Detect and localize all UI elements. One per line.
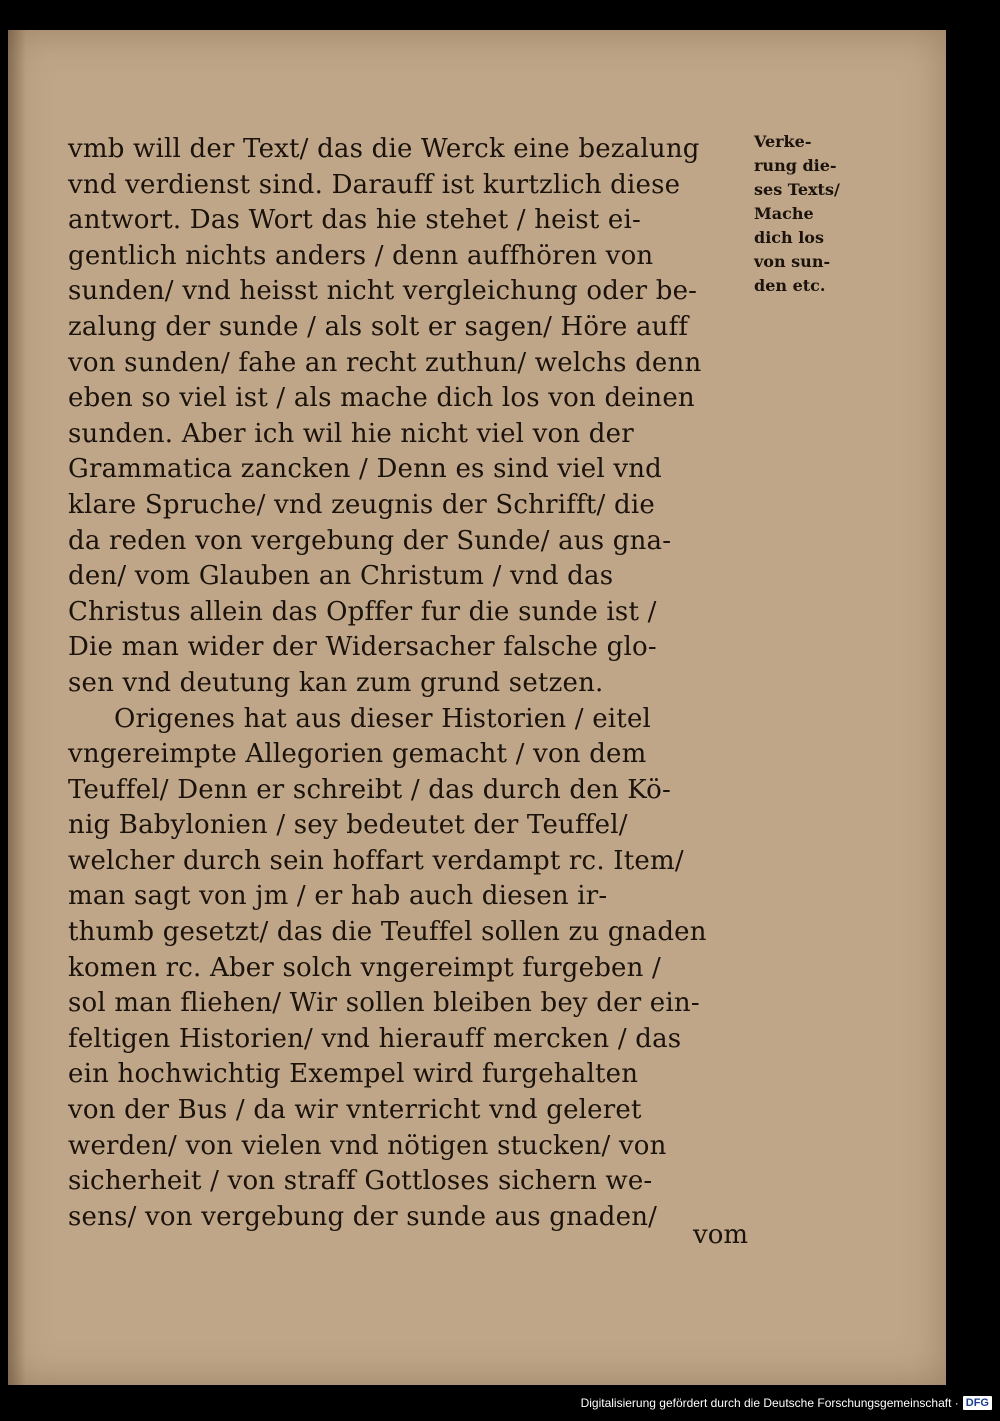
text-line: antwort. Das Wort das hie stehet / heist ei- <box>68 205 642 236</box>
text-line: man sagt von jm / er hab auch diesen ir- <box>68 881 608 912</box>
marginal-note-line: von sun- <box>754 252 831 271</box>
marginal-note-line: ses Texts/ <box>754 180 840 199</box>
text-line: sol man fliehen/ Wir sollen bleiben bey der ein- <box>68 988 700 1019</box>
text-line: gentlich nichts anders / denn auffhören von <box>68 240 654 271</box>
marginal-note <box>754 130 864 298</box>
text-line: vmb will der Text/ das die Werck eine bezalung <box>68 134 700 164</box>
text-line: von sunden/ fahe an recht zuthun/ welchs denn <box>68 347 702 378</box>
text-line: thumb gesetzt/ das die Teuffel sollen zu gnaden <box>68 917 707 948</box>
page-body-text <box>68 132 748 1235</box>
marginal-note-line: dich los <box>754 228 824 247</box>
text-line: den/ vom Glauben an Christum / vnd das <box>68 561 614 592</box>
marginal-note-line: Verke- <box>754 132 812 151</box>
dfg-logo: DFG <box>963 1396 992 1410</box>
catchword: vom <box>693 1220 748 1250</box>
text-line: Die man wider der Widersacher falsche glo- <box>68 632 657 663</box>
text-line: vngereimpte Allegorien gemacht / von dem <box>68 739 647 770</box>
text-line: da reden von vergebung der Sunde/ aus gna- <box>68 525 672 556</box>
text-line: von der Bus / da wir vnterricht vnd geleret <box>68 1095 642 1126</box>
funding-credit: Digitalisierung gefördert durch die Deutsche Forschungsgemeinschaft · <box>580 1396 959 1410</box>
text-line: Christus allein das Opffer fur die sunde ist / <box>68 596 657 627</box>
text-line: sen vnd deutung kan zum grund setzen. <box>68 667 604 698</box>
marginal-note-line: den etc. <box>754 276 826 295</box>
text-line: ein hochwichtig Exempel wird furgehalten <box>68 1059 639 1090</box>
text-line: Teuffel/ Denn er schreibt / das durch den Kö- <box>68 774 672 805</box>
book-page <box>8 30 946 1385</box>
text-line: Grammatica zancken / Denn es sind viel vnd <box>68 454 663 485</box>
digitization-footer <box>581 1393 992 1413</box>
text-line: sens/ von vergebung der sunde aus gnaden/ <box>68 1201 658 1232</box>
text-line: welcher durch sein hoffart verdampt rc. Item/ <box>68 845 684 876</box>
text-line: klare Spruche/ vnd zeugnis der Schrifft/ die <box>68 489 655 520</box>
text-line: feltigen Historien/ vnd hierauff mercken / das <box>68 1023 682 1054</box>
text-line: sunden/ vnd heisst nicht vergleichung oder be- <box>68 276 698 307</box>
text-line: nig Babylonien / sey bedeutet der Teuffel/ <box>68 810 628 841</box>
text-line: vnd verdienst sind. Darauff ist kurtzlich diese <box>68 169 681 200</box>
text-line: eben so viel ist / als mache dich los von deinen <box>68 383 695 414</box>
text-line: Origenes hat aus dieser Historien / eitel <box>114 703 652 734</box>
text-line: werden/ von vielen vnd nötigen stucken/ von <box>68 1130 667 1161</box>
marginal-note-line: rung die- <box>754 156 837 175</box>
marginal-note-line: Mache <box>754 204 814 223</box>
text-line: zalung der sunde / als solt er sagen/ Höre auff <box>68 311 689 342</box>
text-line: sicherheit / von straff Gottloses sichern we- <box>68 1166 653 1197</box>
text-line: komen rc. Aber solch vngereimpt furgeben / <box>68 952 661 983</box>
text-line: sunden. Aber ich wil hie nicht viel von der <box>68 418 634 449</box>
